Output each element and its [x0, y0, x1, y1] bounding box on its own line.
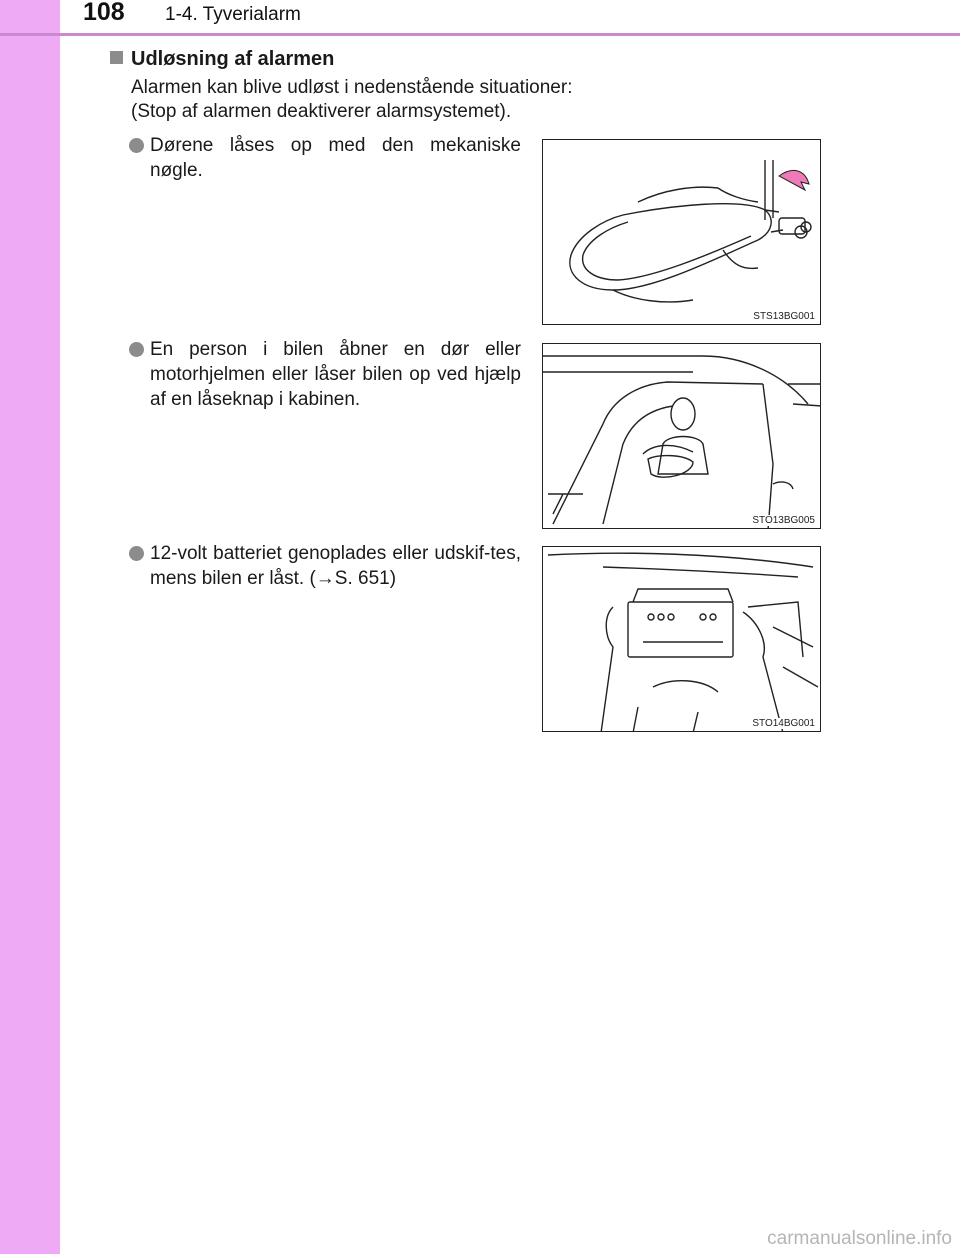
- section-heading-text: Udløsning af alarmen: [131, 48, 335, 70]
- intro-line-1: Alarmen kan blive udløst i nedenstående situationer:: [131, 77, 573, 98]
- list-item-text: Dørene låses op med den mekaniske nøgle.: [150, 135, 521, 181]
- figure-door-handle-key: [542, 139, 821, 325]
- door-handle-key-illustration: [543, 140, 821, 325]
- intro-line-2: (Stop af alarmen deaktiverer alarmsystemet).: [131, 101, 512, 122]
- figure-code: STO13BG005: [752, 515, 815, 526]
- side-color-band: [0, 0, 60, 1254]
- square-bullet-icon: [110, 51, 123, 64]
- list-item-text: 12-volt batteriet genoplades eller udskif-tes, mens bilen er låst. (→S. 651): [150, 543, 521, 589]
- list-item-person-in-car: [131, 337, 521, 412]
- chapter-title: 1-4. Tyverialarm: [165, 4, 301, 25]
- list-item-battery: [131, 541, 521, 591]
- page-number: 108: [83, 0, 125, 26]
- figure-person-in-car: [542, 343, 821, 529]
- person-in-car-illustration: [543, 344, 821, 529]
- header-rule: [0, 33, 960, 36]
- figure-code: STS13BG001: [753, 311, 815, 322]
- figure-code: STO14BG001: [752, 718, 815, 729]
- section-intro: [131, 76, 691, 124]
- battery-replacement-illustration: [543, 547, 821, 732]
- figure-battery-replacement: [542, 546, 821, 732]
- list-item-mechanical-key: [131, 133, 521, 183]
- round-bullet-icon: [129, 546, 144, 561]
- watermark: carmanualsonline.info: [767, 1228, 952, 1249]
- round-bullet-icon: [129, 138, 144, 153]
- section-heading: [110, 48, 334, 71]
- list-item-text: En person i bilen åbner en dør eller motorhjelmen eller låser bilen op ved hjælp af en låseknap i kabinen.: [150, 339, 521, 410]
- round-bullet-icon: [129, 342, 144, 357]
